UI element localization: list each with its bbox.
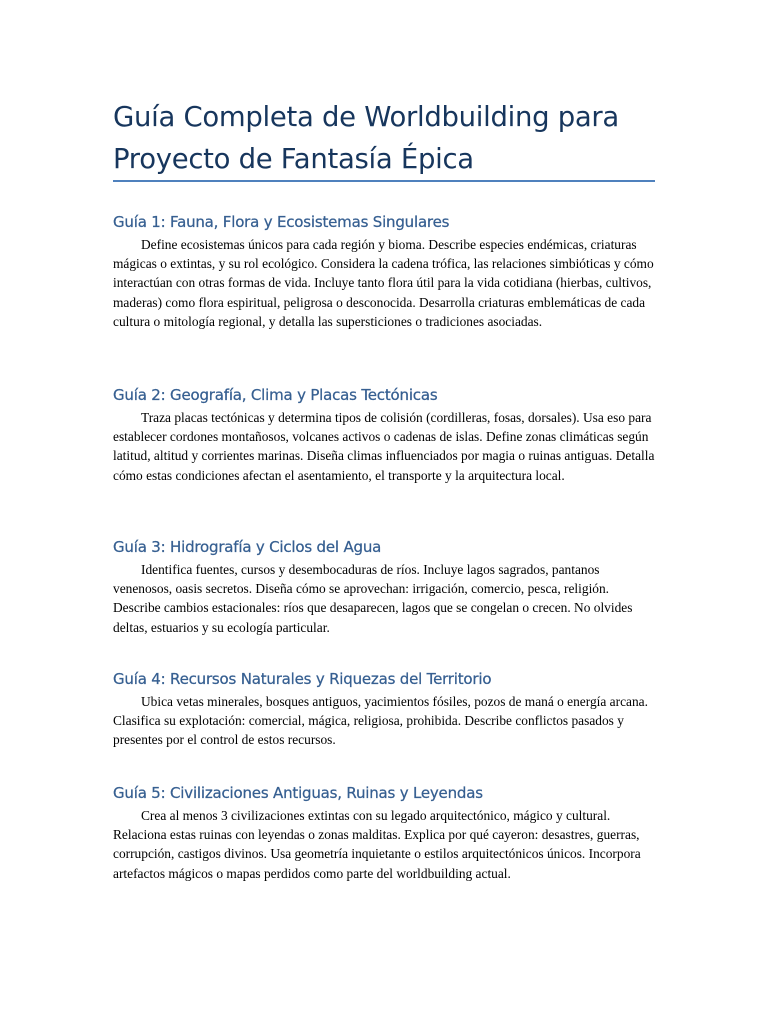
section-heading: Guía 4: Recursos Naturales y Riquezas del Territorio [113,670,492,688]
section-guia-4 [113,669,655,750]
section-guia-5 [113,783,655,883]
section-body: Define ecosistemas únicos para cada región y bioma. Describe especies endémicas, criaturas mágicas o extintas, y su rol ecológico. Considera la cadena trófica, las relaciones simbióticas y cómo interactúan con otras formas de vida. Incluye tanto flora útil para la vida cotidiana (hierbas, cultivos, maderas) como flora espiritual, peligrosa o desconocida. Desarrolla criaturas emblemáticas de cada cultura o mitología regional, y detalla las supersticiones o tradiciones asociadas. [113,237,654,329]
section-body: Traza placas tectónicas y determina tipos de colisión (cordilleras, fosas, dorsales). Usa eso para establecer cordones montañosos, volcanes activos o cadenas de islas. Define zonas climáticas según latitud, altitud y corrientes marinas. Diseña climas influenciados por magia o ruinas antiguas. Detalla cómo estas condiciones afectan el asentamiento, el transporte y la arquitectura local. [113,410,655,483]
section-body: Crea al menos 3 civilizaciones extintas con su legado arquitectónico, mágico y cultural. Relaciona estas ruinas con leyendas o zonas malditas. Explica por qué cayeron: desastres, guerras, corrupción, castigos divinos. Usa geometría inquietante o estilos arquitectónicos únicos. Incorpora artefactos mágicos o mapas perdidos como parte del worldbuilding actual. [113,808,641,881]
section-body: Ubica vetas minerales, bosques antiguos, yacimientos fósiles, pozos de maná o energía arcana. Clasifica su explotación: comercial, mágica, religiosa, prohibida. Describe conflictos pasados y presentes por el control de estos recursos. [113,694,648,748]
section-body: Identifica fuentes, cursos y desembocaduras de ríos. Incluye lagos sagrados, pantanos venenosos, oasis secretos. Diseña cómo se aprovechan: irrigación, comercio, pesca, religión. Describe cambios estacionales: ríos que desaparecen, lagos que se congelan o crecen. No olvides deltas, estuarios y su ecología particular. [113,562,633,635]
section-heading: Guía 2: Geografía, Clima y Placas Tectónicas [113,386,438,404]
section-guia-1 [113,212,655,331]
section-heading: Guía 1: Fauna, Flora y Ecosistemas Singulares [113,213,450,231]
title-underline-rule [113,180,655,182]
section-guia-2 [113,385,655,485]
section-heading: Guía 5: Civilizaciones Antiguas, Ruinas y Leyendas [113,784,483,802]
section-guia-3 [113,537,655,637]
document-title: Guía Completa de Worldbuilding para Proyecto de Fantasía Épica [113,101,619,175]
section-heading: Guía 3: Hidrografía y Ciclos del Agua [113,538,382,556]
